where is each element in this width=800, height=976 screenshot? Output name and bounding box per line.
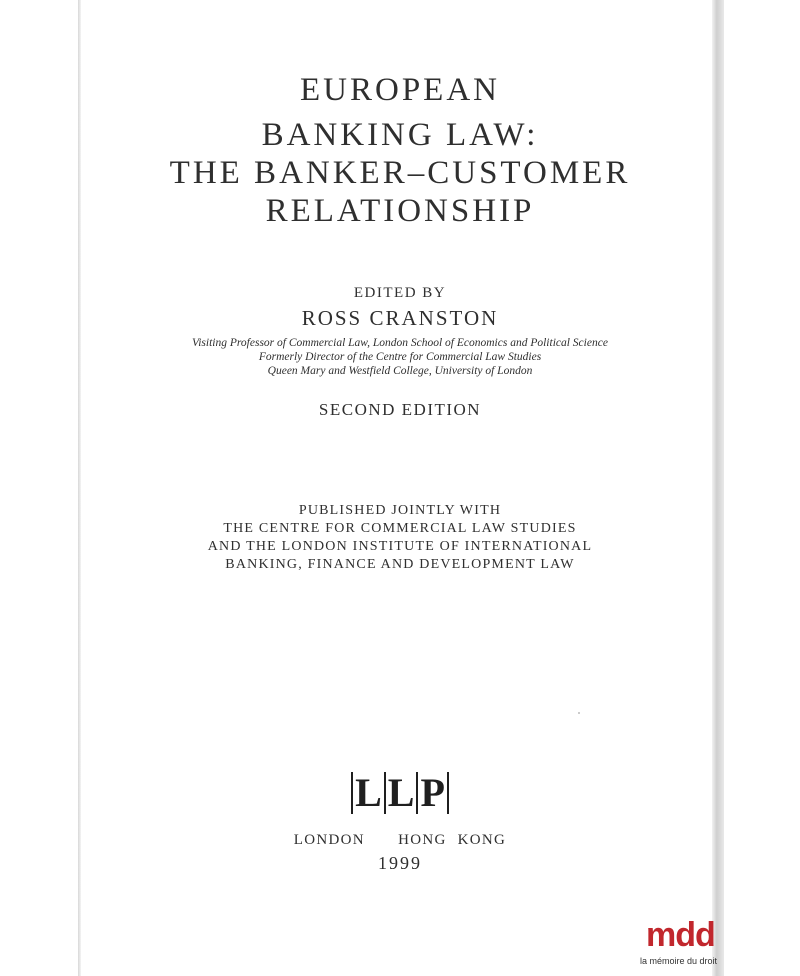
page-edge-left bbox=[78, 0, 81, 976]
logo-divider bbox=[416, 772, 418, 814]
publication-year: 1999 bbox=[378, 853, 422, 873]
publication-note-line-1: PUBLISHED JOINTLY WITH bbox=[298, 503, 502, 518]
book-title-line-1: EUROPEAN bbox=[299, 72, 500, 108]
editor-affiliation-1: Visiting Professor of Commercial Law, London School of Economics and Political Science bbox=[192, 337, 608, 349]
mdd-logo-mark: mdd bbox=[646, 916, 715, 954]
logo-divider bbox=[447, 772, 449, 814]
mdd-watermark-logo bbox=[640, 916, 730, 974]
book-title-line-2: BANKING LAW: bbox=[261, 117, 539, 153]
publication-note-line-2: THE CENTRE FOR COMMERCIAL LAW STUDIES bbox=[223, 521, 577, 536]
editor-name: ROSS CRANSTON bbox=[301, 306, 499, 330]
publication-note-line-4: BANKING, FINANCE AND DEVELOPMENT LAW bbox=[225, 557, 575, 572]
publisher-places: LONDON HONG KONG bbox=[293, 832, 507, 848]
edited-by-label: EDITED BY bbox=[353, 285, 447, 301]
book-title-line-3: THE BANKER–CUSTOMER bbox=[169, 155, 631, 191]
page-edge-right bbox=[712, 0, 724, 976]
edition-label: SECOND EDITION bbox=[318, 400, 482, 419]
logo-letter: L bbox=[387, 770, 415, 815]
logo-letter: L bbox=[355, 770, 382, 815]
editor-affiliation-2: Formerly Director of the Centre for Commercial Law Studies bbox=[258, 351, 542, 363]
logo-letter: P bbox=[420, 770, 445, 815]
editor-affiliation-3: Queen Mary and Westfield College, University of London bbox=[267, 365, 533, 377]
publication-note-line-3: AND THE LONDON INSTITUTE OF INTERNATIONAL bbox=[207, 539, 593, 554]
logo-divider bbox=[384, 772, 386, 814]
book-title-line-4: RELATIONSHIP bbox=[265, 193, 535, 229]
scan-speck bbox=[578, 712, 580, 714]
logo-divider bbox=[351, 772, 353, 814]
publisher-logo bbox=[340, 770, 460, 816]
mdd-logo-caption: la mémoire du droit bbox=[640, 956, 718, 966]
